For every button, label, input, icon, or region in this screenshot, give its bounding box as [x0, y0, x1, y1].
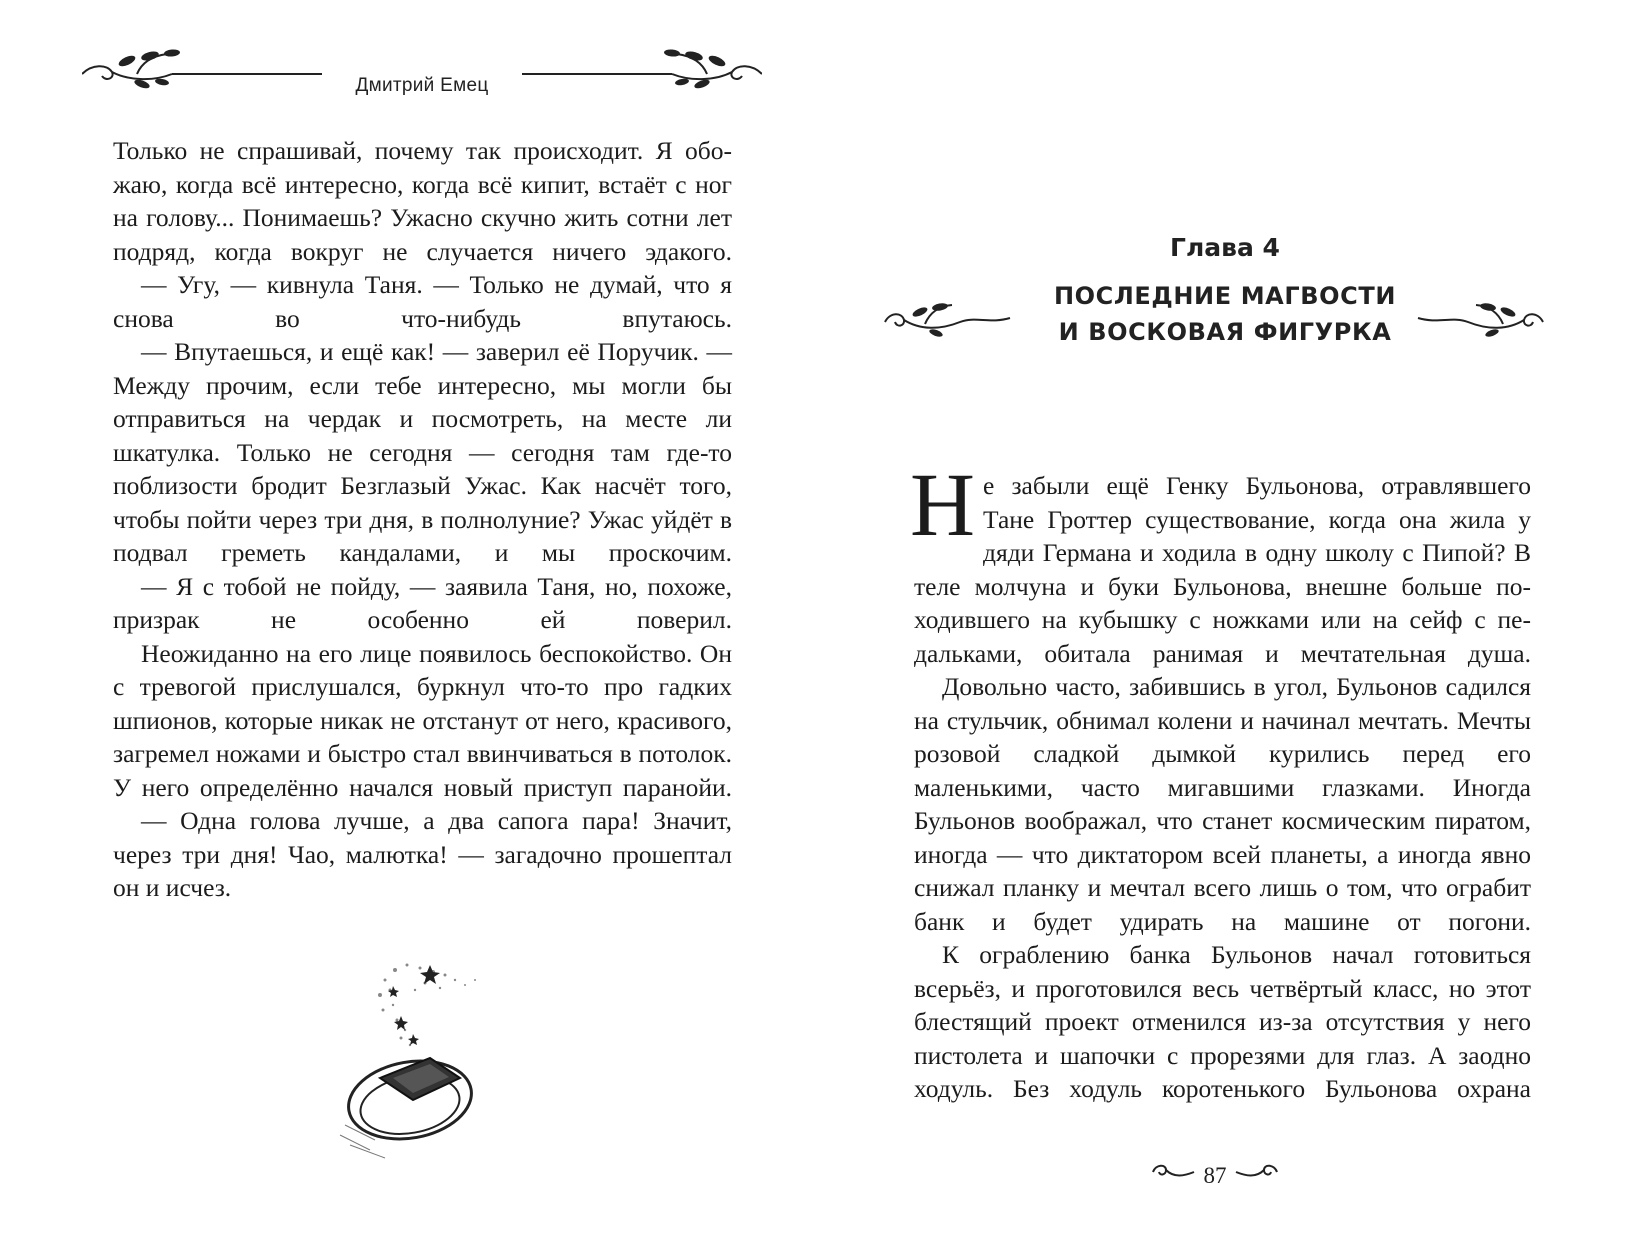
paragraph: К ограблению банка Бульонов начал готовиться всерьёз, и проготовился весь четвёртый класс, но этот блестящий проект отменился из-за отсутствия у него пистолета и шапочки с прорезями для глаз. А заодно ходуль. Без ходуль коротенького Бульонова охрана — [914, 940, 1531, 1103]
page-number-flourish-right-icon — [1235, 1160, 1280, 1184]
running-header — [82, 44, 762, 104]
ring-illustration-icon — [335, 950, 505, 1170]
right-body-text — [910, 456, 1531, 1106]
paragraph: Неожиданно на его лице появилось беспокойство. Он с тревогой прислушался, буркнул что-то про гадких шпионов, которые никак не отстанут от него, красивого, загремел ножами и быстро стал ввинчиваться в потолок. У него определённо начался новый приступ паранойи. — [113, 638, 732, 802]
paragraph: Довольно часто, забившись в угол, Бульонов садился на стульчик, обнимал колени и начинал мечтать. Мечты розовой сладкой дымкой курились перед его маленькими, часто мигавшими глазками. Иногда Бульонов воображал, что станет космическим пиратом, иногда — что диктатором всей планеты, а иногда явно снижал планку и мечтал всего лишь о том, что ограбит банк и будет удирать на машине от погони. — [914, 672, 1531, 936]
left-body-text — [113, 134, 732, 905]
chapter-title-line: И ВОСКОВАЯ ФИГУРКА — [1058, 318, 1392, 346]
drop-cap: Н — [910, 456, 975, 555]
paragraph-text: е забыли ещё Генку Бульонова, отравлявшего Тане Гроттер существование, когда она жила у дяди Германа и ходила в одну школу с Пипой? В теле молчуна и буки Бульонова, внешне больше походившего на кубышку с ножками или на сейф с педальками, обитала ранимая и мечтательная душа. — [914, 471, 1531, 668]
paragraph-with-dropcap — [910, 456, 1531, 670]
page-number-block — [1150, 1160, 1280, 1190]
paragraph: — Одна голова лучше, а два сапога пара! Значит, через три дня! Чао, малютка! — загадочно прошептал он и исчез. — [113, 806, 732, 902]
page-number: 87 — [1203, 1163, 1227, 1188]
paragraph: — Угу, — кивнула Таня. — Только не думай, что я снова во что-нибудь впутаюсь. — [113, 270, 732, 333]
chapter-title-line: ПОСЛЕДНИЕ МАГВОСТИ — [1053, 282, 1397, 310]
paragraph: — Впутаешься, и ещё как! — заверил её Поручик. — Между прочим, если тебе интересно, мы могли бы отправиться на чердак и посмотреть, на месте ли шкатулка. Только не сегодня — сегодня там где-то поблизости бродит Безглазый Ужас. Как насчёт того, чтобы пойти через три дня, в полнолуние? Ужас уйдёт в подвал греметь кандалами, и мы проскочим. — [113, 337, 732, 567]
chapter-flourish-left-icon — [880, 300, 1015, 340]
chapter-flourish-right-icon — [1413, 300, 1548, 340]
paragraph: — Я с тобой не пойду, — заявила Таня, но, похоже, призрак не особенно ей поверил. — [113, 571, 732, 634]
paragraph: Только не спрашивай, почему так происходит. Я обожаю, когда всё интересно, когда всё кипит, встаёт с ног на голову... Понимаешь? Ужасно скучно жить сотни лет подряд, когда вокруг не случается ничего эдакого. — [113, 136, 732, 266]
author-name: Дмитрий Емец — [355, 75, 489, 96]
chapter-number: Глава 4 — [1170, 233, 1280, 262]
